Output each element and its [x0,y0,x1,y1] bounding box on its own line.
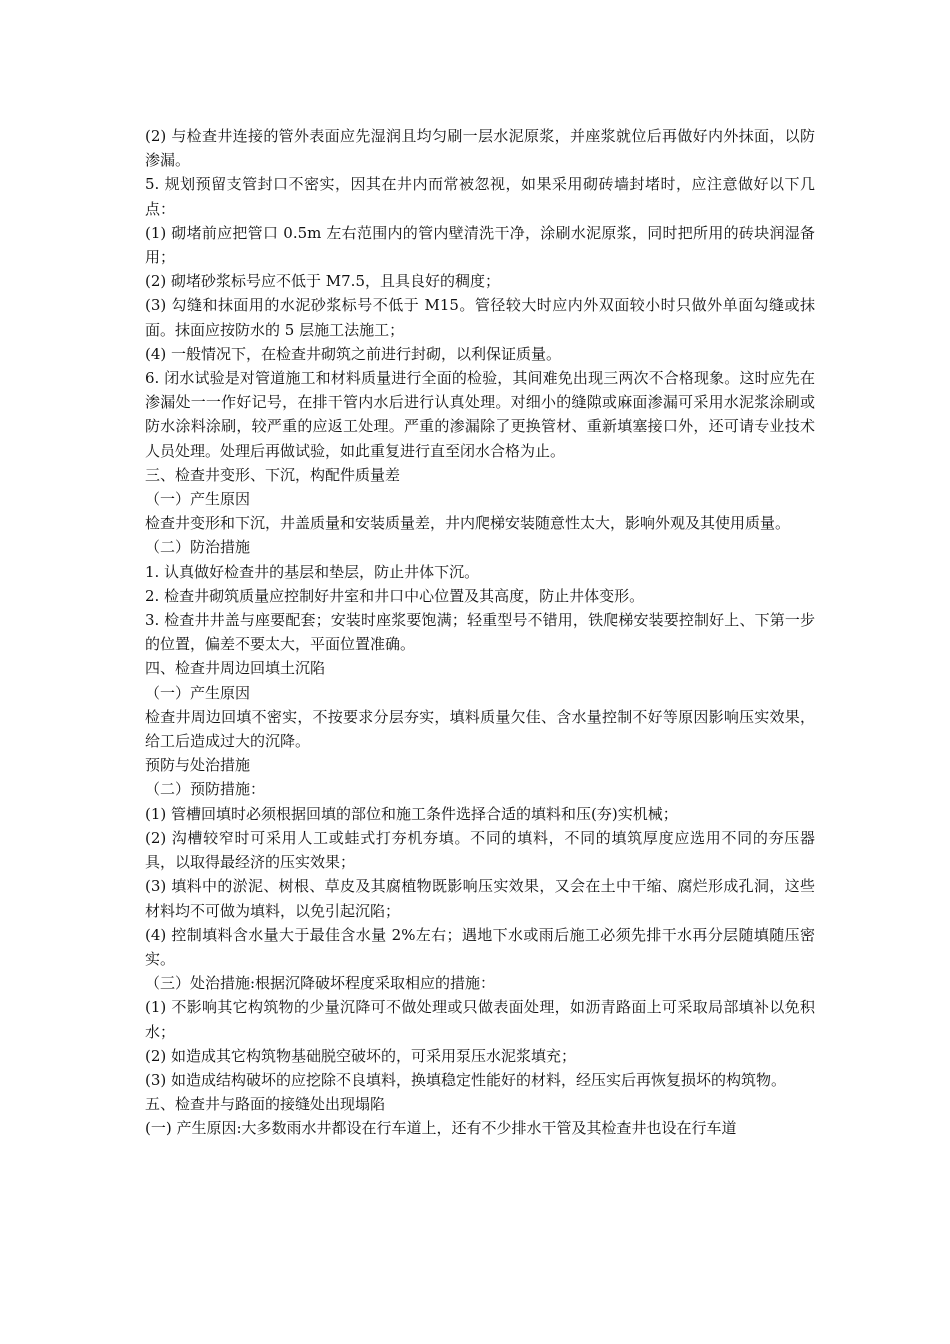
subsection-heading: （一）产生原因 [145,490,251,509]
paragraph: (4) 控制填料含水量大于最佳含水量 2%左右；遇地下水或雨后施工必须先排干水再分层随填随压密实。 [145,925,815,968]
paragraph: (2) 沟槽较窄时可采用人工或蛙式打夯机夯填。不同的填料，不同的填筑厚度应选用不同的夯压器具，以取得最经济的压实效果； [145,828,815,872]
paragraph: (1) 管槽回填时必须根据回填的部位和施工条件选择合适的填料和压(夯)实机械； [145,804,678,823]
paragraph: 6. 闭水试验是对管道施工和材料质量进行全面的检验，其间难免出现三两次不合格现象。这时应先在渗漏处一一作好记号，在排干管内水后进行认真处理。对细小的缝隙或麻面渗漏可采用水泥浆涂刷或防水涂料涂刷，较严重的应返工处理。严重的渗漏除了更换管材、重新填塞接口外，还可请专业技术人员处理。处理后再做试验，如此重复进行直至闭水合格为止。 [145,369,815,460]
section-heading: 四、检查井周边回填土沉陷 [145,659,326,678]
subsection-heading: 预防与处治措施 [145,756,251,775]
paragraph: (2) 如造成其它构筑物基础脱空破坏的，可采用泵压水泥浆填充； [145,1046,577,1065]
subsection-heading: （一）产生原因 [145,683,251,702]
paragraph: (4) 一般情况下，在检查井砌筑之前进行封砌，以利保证质量。 [145,344,562,363]
subsection-heading: （二）预防措施： [145,780,266,799]
paragraph: 5. 规划预留支管封口不密实，因其在井内而常被忽视，如果采用砌砖墙封堵时，应注意做好以下几点： [145,175,815,218]
paragraph: 检查井变形和下沉，井盖质量和安装质量差，井内爬梯安装随意性太大，影响外观及其使用质量。 [145,514,791,533]
paragraph: 检查井周边回填不密实，不按要求分层夯实，填料质量欠佳、含水量控制不好等原因影响压实效果，给工后造成过大的沉降。 [145,707,815,751]
paragraph: 2. 检查井砌筑质量应控制好井室和井口中心位置及其高度，防止井体变形。 [145,586,645,605]
paragraph: (2) 与检查井连接的管外表面应先湿润且均匀刷一层水泥原浆，并座浆就位后再做好内外抹面，以防渗漏。 [145,127,815,170]
subsection-heading: （三）处治措施:根据沉降破坏程度采取相应的措施： [145,974,496,993]
section-heading: 五、检查井与路面的接缝处出现塌陷 [145,1095,386,1114]
paragraph: (3) 勾缝和抹面用的水泥砂浆标号不低于 M15。管径较大时应内外双面较小时只做外单面勾缝或抹面。抹面应按防水的 5 层施工法施工； [145,296,815,339]
paragraph: (3) 如造成结构破坏的应挖除不良填料，换填稳定性能好的材料，经压实后再恢复损坏的构筑物。 [145,1070,787,1089]
subsection-heading: （二）防治措施 [145,538,251,557]
paragraph: (3) 填料中的淤泥、树根、草皮及其腐植物既影响压实效果，又会在土中干缩、腐烂形成孔洞，这些材料均不可做为填料，以免引起沉陷； [145,877,815,920]
paragraph: (1) 砌堵前应把管口 0.5m 左右范围内的管内壁清洗干净，涂刷水泥原浆，同时把所用的砖块润湿备用； [145,223,815,267]
paragraph: (一) 产生原因:大多数雨水井都设在行车道上，还有不少排水干管及其检查井也设在行车道 [145,1119,737,1138]
section-heading: 三、检查井变形、下沉，构配件质量差 [145,465,401,484]
paragraph: (2) 砌堵砂浆标号应不低于 M7.5，且具良好的稠度； [145,272,500,291]
paragraph: (1) 不影响其它构筑物的少量沉降可不做处理或只做表面处理，如沥青路面上可采取局部填补以免积水； [145,998,815,1041]
document-body [145,124,815,1141]
paragraph: 3. 检查井井盖与座要配套；安装时座浆要饱满；轻重型号不错用，铁爬梯安装要控制好上、下第一步的位置，偏差不要太大，平面位置准确。 [145,611,815,654]
paragraph: 1. 认真做好检查井的基层和垫层，防止井体下沉。 [145,562,480,581]
